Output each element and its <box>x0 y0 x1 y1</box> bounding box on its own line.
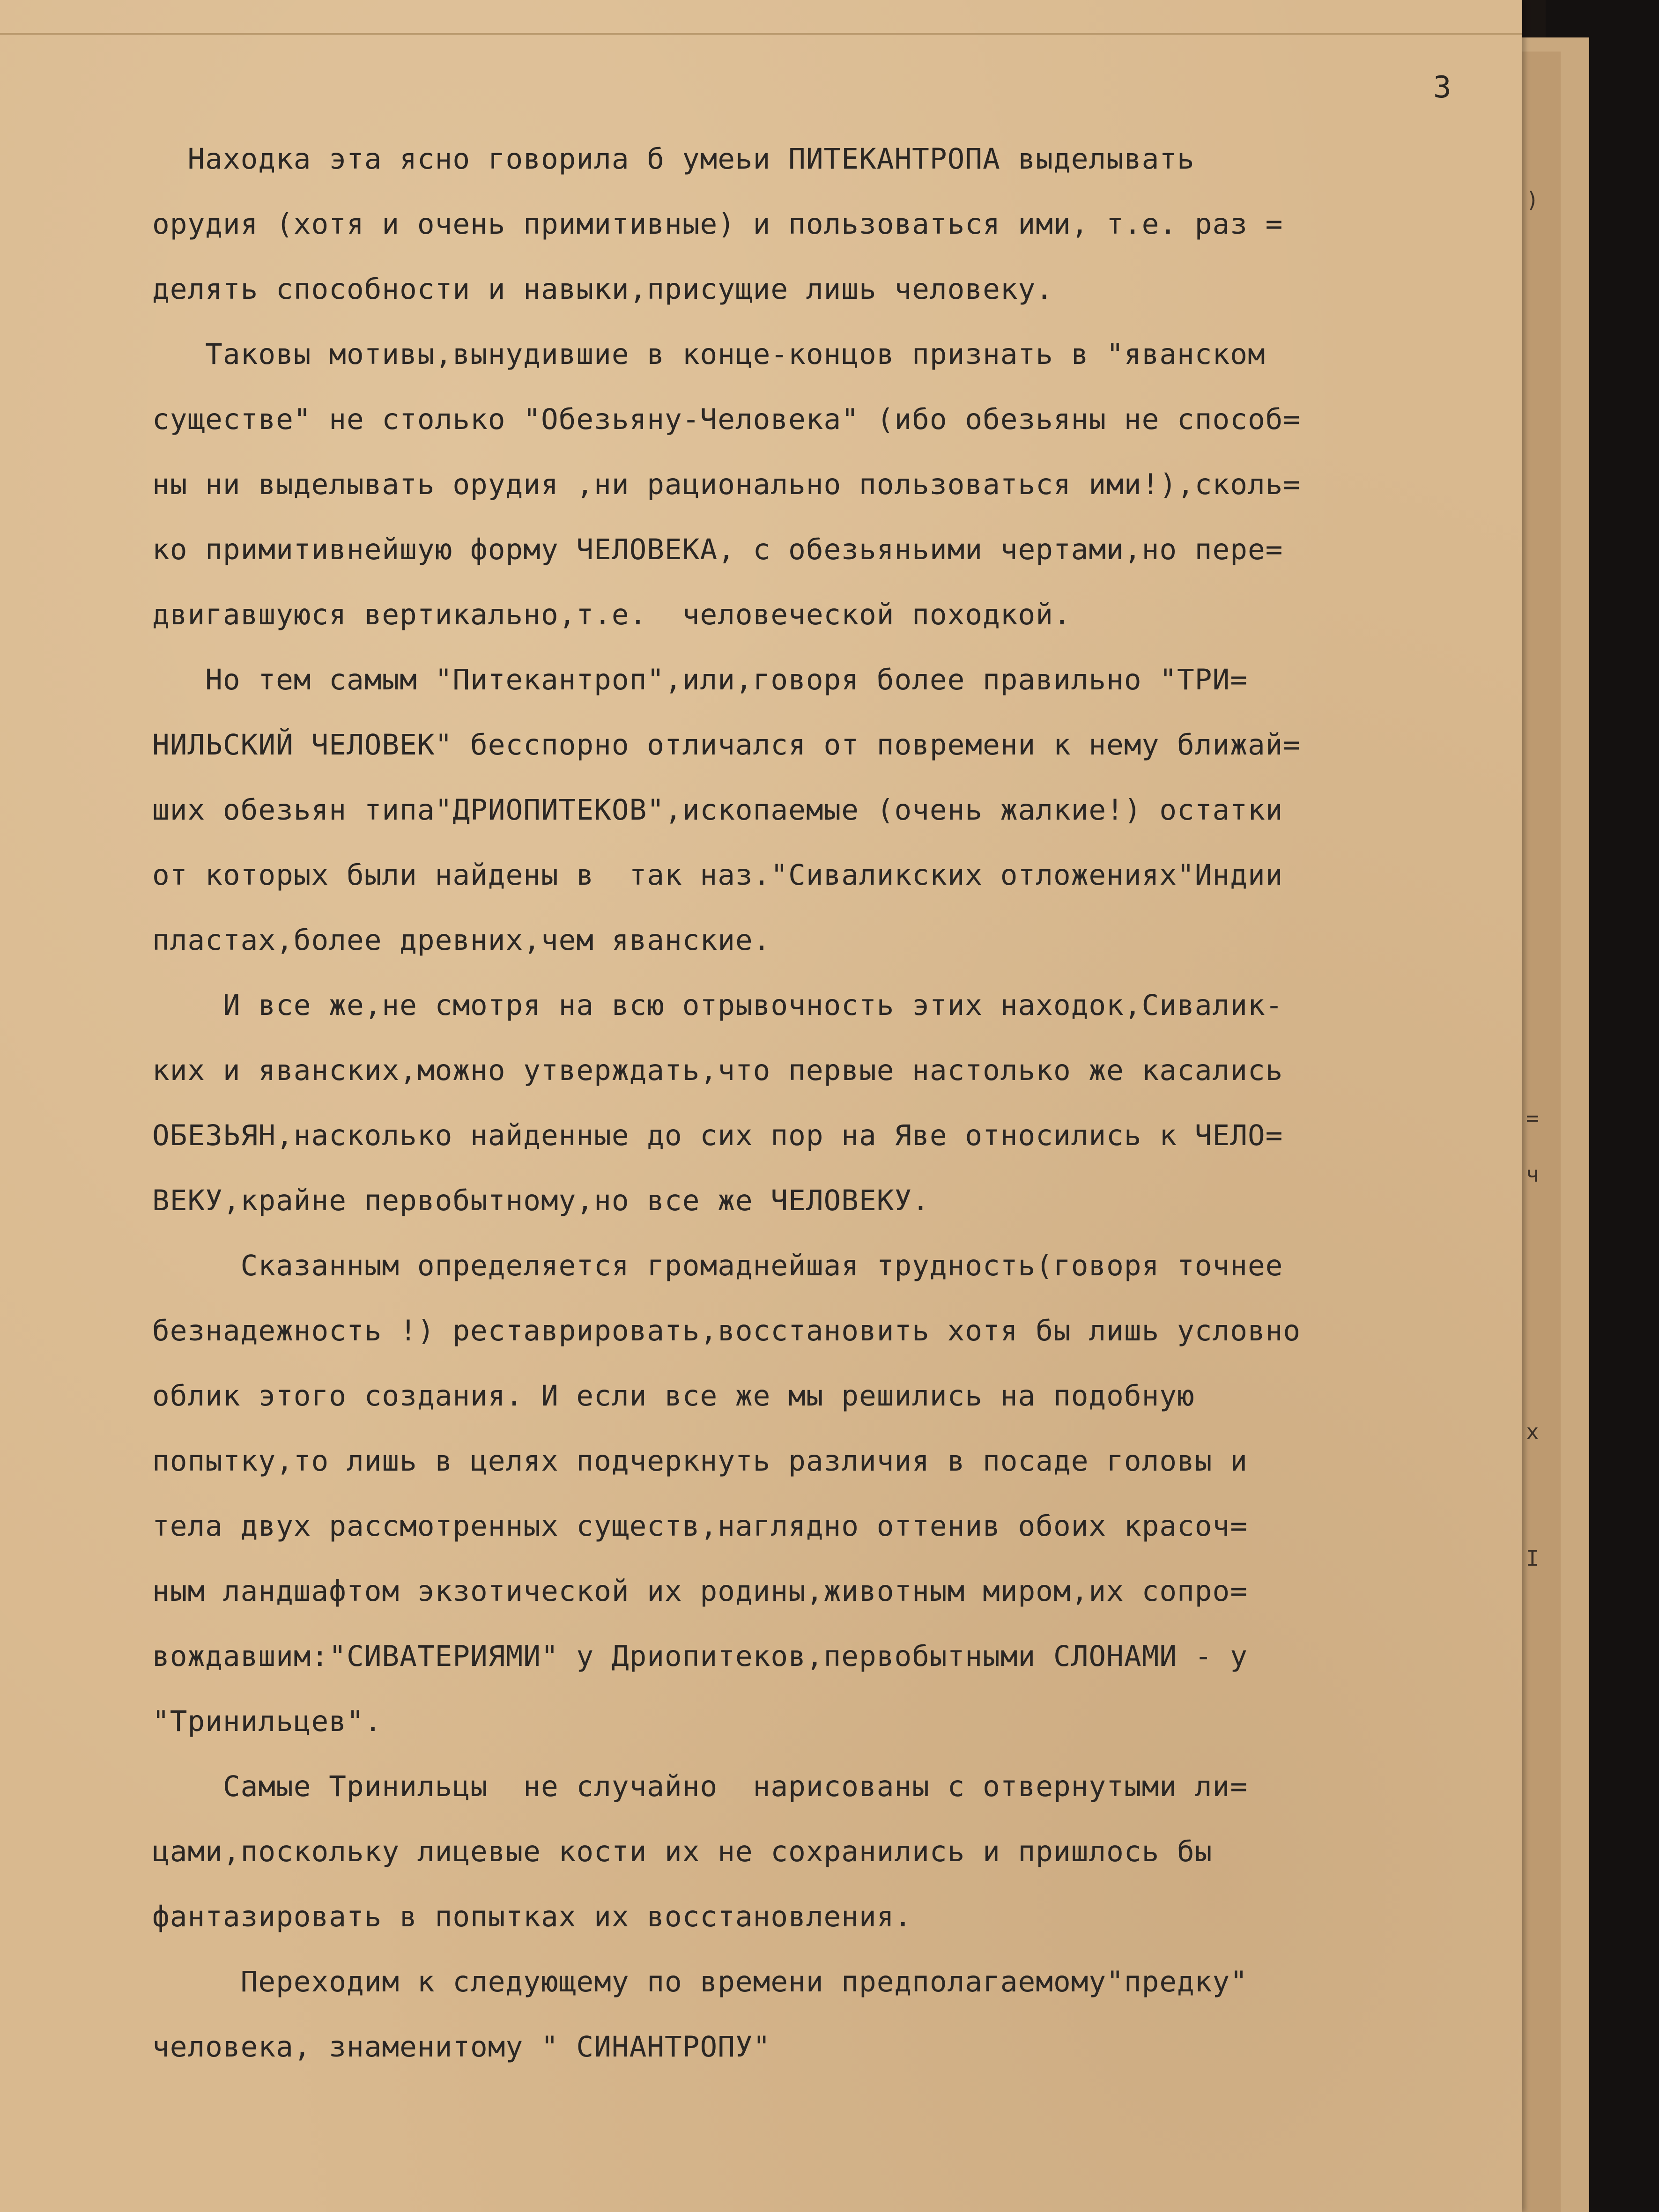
text-line: ко примитивнейшую форму ЧЕЛОВЕКА, с обезьяньими чертами,но пере= <box>152 533 1283 566</box>
text-line: фантазировать в попытках их восстановления. <box>152 1900 912 1933</box>
text-line: Переходим к следующему по времени предполагаемому"предку" <box>152 1965 1248 1998</box>
text-line: ным ландшафтом экзотической их родины,животным миром,их сопро= <box>152 1575 1248 1608</box>
margin-mark: х <box>1526 1419 1539 1444</box>
text-line: Но тем самым "Питекантроп",или,говоря более правильно "ТРИ= <box>152 663 1248 696</box>
margin-mark: ) <box>1526 187 1539 213</box>
page-top-edge <box>0 33 1522 35</box>
text-line: от которых были найдены в так наз."Сиваликских отложениях"Индии <box>152 858 1283 892</box>
text-line: тела двух рассмотренных существ,наглядно оттенив обоих красоч= <box>152 1509 1248 1543</box>
text-line: НИЛЬСКИЙ ЧЕЛОВЕК" бесспорно отличался от повремени к нему ближай= <box>152 728 1301 762</box>
text-line: попытку,то лишь в целях подчеркнуть различия в посаде головы и <box>152 1444 1248 1478</box>
text-line: ких и яванских,можно утверждать,что первые настолько же касались <box>152 1054 1283 1087</box>
text-line: орудия (хотя и очень примитивные) и пользоваться ими, т.е. раз = <box>152 207 1283 241</box>
text-line: ших обезьян типа"ДРИОПИТЕКОВ",ископаемые (очень жалкие!) остатки <box>152 793 1283 827</box>
text-line: Таковы мотивы,вынудившие в конце-концов признать в "яванском <box>152 338 1266 371</box>
text-line: Сказанным определяется громаднейшая трудность(говоря точнее <box>152 1249 1283 1282</box>
text-line: "Тринильцев". <box>152 1705 382 1738</box>
text-line: существе" не столько "Обезьяну-Человека" (ибо обезьяны не способ= <box>152 403 1301 436</box>
text-line: двигавшуюся вертикально,т.е. человеческой походкой. <box>152 598 1071 631</box>
text-line: ны ни выделывать орудия ,ни рационально пользоваться ими!),сколь= <box>152 468 1301 501</box>
body-text <box>152 126 1534 2079</box>
text-line: безнадежность !) реставрировать,восстановить хотя бы лишь условно <box>152 1314 1301 1347</box>
text-line: пластах,более древних,чем яванские. <box>152 924 771 957</box>
text-line: облик этого создания. И если все же мы решились на подобную <box>152 1379 1195 1413</box>
text-line: делять способности и навыки,присущие лишь человеку. <box>152 273 1053 306</box>
margin-mark: ч <box>1526 1161 1539 1187</box>
text-line: человека, знаменитому " СИНАНТРОПУ" <box>152 2030 771 2064</box>
text-line: ОБЕЗЬЯН,насколько найденные до сих пор на Яве относились к ЧЕЛО= <box>152 1119 1283 1152</box>
text-line: вождавшим:"СИВАТЕРИЯМИ" у Дриопитеков,первобытными СЛОНАМИ - у <box>152 1640 1248 1673</box>
margin-mark: I <box>1526 1546 1539 1571</box>
text-line: Находка эта ясно говорила б умеьи ПИТЕКАНТРОПА выделывать <box>152 142 1195 176</box>
margin-mark: = <box>1526 1105 1539 1131</box>
page-number: 3 <box>1433 70 1452 105</box>
text-line: И все же,не смотря на всю отрывочность этих находок,Сивалик- <box>152 989 1283 1022</box>
text-line: цами,поскольку лицевые кости их не сохранились и пришлось бы <box>152 1835 1213 1868</box>
text-line: ВЕКУ,крайне первобытному,но все же ЧЕЛОВЕКУ. <box>152 1184 930 1217</box>
text-line: Самые Тринильцы не случайно нарисованы с отвернутыми ли= <box>152 1770 1248 1803</box>
